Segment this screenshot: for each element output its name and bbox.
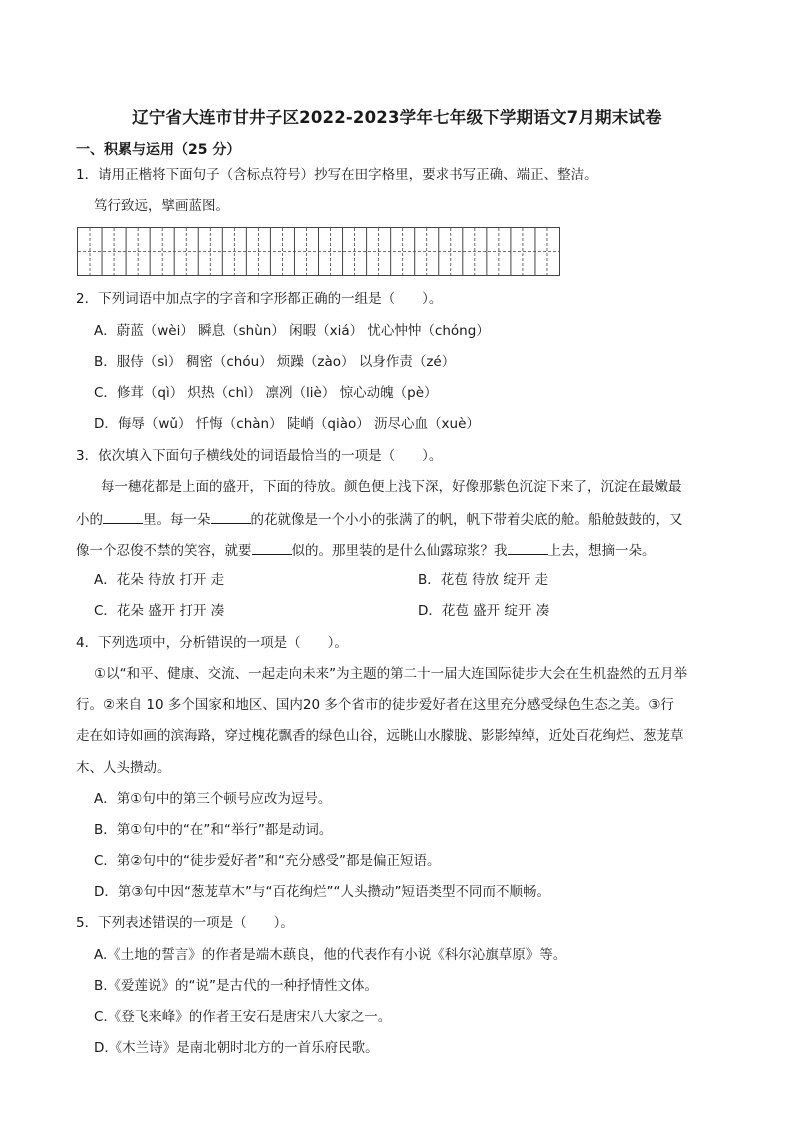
q3-passage-line2 (76, 509, 683, 529)
q5-stem: 5．下列表述错误的一项是（ ）。 (76, 915, 294, 931)
q4-stem: 4．下列选项中，分析错误的一项是（ ）。 (76, 635, 348, 651)
q3-option-d[interactable]: D．花苞 盛开 绽开 凑 (418, 603, 550, 619)
q5-option-d[interactable]: D.《木兰诗》是南北朝时北方的一首乐府民歌。 (94, 1040, 379, 1056)
q1-sentence: 笃行致远，擘画蓝图。 (94, 198, 229, 214)
q3-passage-line3 (76, 540, 656, 560)
answer-blank[interactable] (211, 509, 251, 524)
q1-stem: 1．请用正楷将下面句子（含标点符号）抄写在田字格里，要求书写正确、端正、整洁。 (76, 167, 598, 183)
q2-option-a[interactable]: A．蔚蓝（wèi） 瞬息（shùn） 闲暇（xiá） 忧心忡忡（chóng） (94, 323, 490, 339)
page-title: 辽宁省大连市甘井子区2022-2023学年七年级下学期语文7月期末试卷 (132, 108, 662, 127)
q4-option-a[interactable]: A．第①句中的第三个顿号应改为逗号。 (94, 791, 332, 807)
q3-text: 里。每一朵 (143, 512, 211, 528)
answer-blank[interactable] (252, 540, 292, 555)
q4-option-b[interactable]: B．第①句中的“在”和“举行”都是动词。 (94, 822, 333, 838)
q5-option-a[interactable]: A.《土地的誓言》的作者是端木蕻良，他的代表作有小说《科尔沁旗草原》等。 (94, 947, 567, 963)
q4-option-c[interactable]: C．第②句中的“徒步爱好者”和“充分感受”都是偏正短语。 (94, 853, 441, 869)
q2-stem: 2．下列词语中加点字的字音和字形都正确的一组是（ ）。 (76, 291, 443, 307)
q3-passage-line1: 每一穗花都是上面的盛开，下面的待放。颜色便上浅下深，好像那紫色沉淀下来了，沉淀在最嫩最 (101, 479, 682, 495)
q3-text: 上去，想摘一朵。 (547, 543, 656, 559)
q3-text: 似的。那里装的是什么仙露琼浆？我 (291, 543, 508, 559)
q4-passage-line2: 行。②来自 10 多个国家和地区、国内20 多个省市的徒步爱好者在这里充分感受绿色生态之美。③行 (76, 697, 674, 713)
answer-blank[interactable] (508, 540, 548, 555)
q3-option-c[interactable]: C．花朵 盛开 打开 凑 (94, 603, 225, 619)
writing-grid[interactable] (77, 227, 560, 276)
q3-text: 的花就像是一个小小的张满了的帆，帆下带着尖底的舱。船舱鼓鼓的，又 (250, 512, 683, 528)
writing-grid-lines (78, 228, 561, 277)
answer-blank[interactable] (103, 509, 143, 524)
q4-passage-line3: 走在如诗如画的滨海路，穿过槐花飘香的绿色山谷，远眺山水朦胧、影影绰绰，近处百花绚烂、葱茏草 (76, 728, 684, 744)
q3-stem: 3．依次填入下面句子横线处的词语最恰当的一项是（ ）。 (76, 448, 443, 464)
q4-option-d[interactable]: D．第③句中因“葱茏草木”与“百花绚烂”“人头攒动”短语类型不同而不顺畅。 (94, 884, 550, 900)
q4-passage-line1: ①以“和平、健康、交流、一起走向未来”为主题的第二十一届大连国际徒步大会在生机盎然的五月举 (94, 666, 688, 682)
section-heading: 一、积累与运用（25 分） (76, 142, 241, 158)
q2-option-c[interactable]: C．修茸（qì） 炽热（chì） 凛冽（liè） 惊心动魄（pè） (94, 385, 438, 401)
q4-passage-line4: 木、人头攒动。 (76, 760, 171, 776)
q3-text: 像一个忍俊不禁的笑容，就要 (76, 543, 252, 559)
q2-option-d[interactable]: D．侮辱（wǔ） 忏悔（chàn） 陡峭（qiào） 沥尽心血（xuè） (94, 416, 480, 432)
q3-text: 小的 (76, 512, 103, 528)
q3-option-b[interactable]: B．花苞 待放 绽开 走 (418, 572, 549, 588)
q5-option-b[interactable]: B.《爱莲说》的“说”是古代的一种抒情性文体。 (94, 978, 379, 994)
q2-option-b[interactable]: B．服侍（sì） 稠密（chóu） 烦躁（zào） 以身作责（zé） (94, 354, 456, 370)
q3-option-a[interactable]: A．花朵 待放 打开 走 (94, 572, 225, 588)
q5-option-c[interactable]: C.《登飞来峰》的作者王安石是唐宋八大家之一。 (94, 1009, 392, 1025)
